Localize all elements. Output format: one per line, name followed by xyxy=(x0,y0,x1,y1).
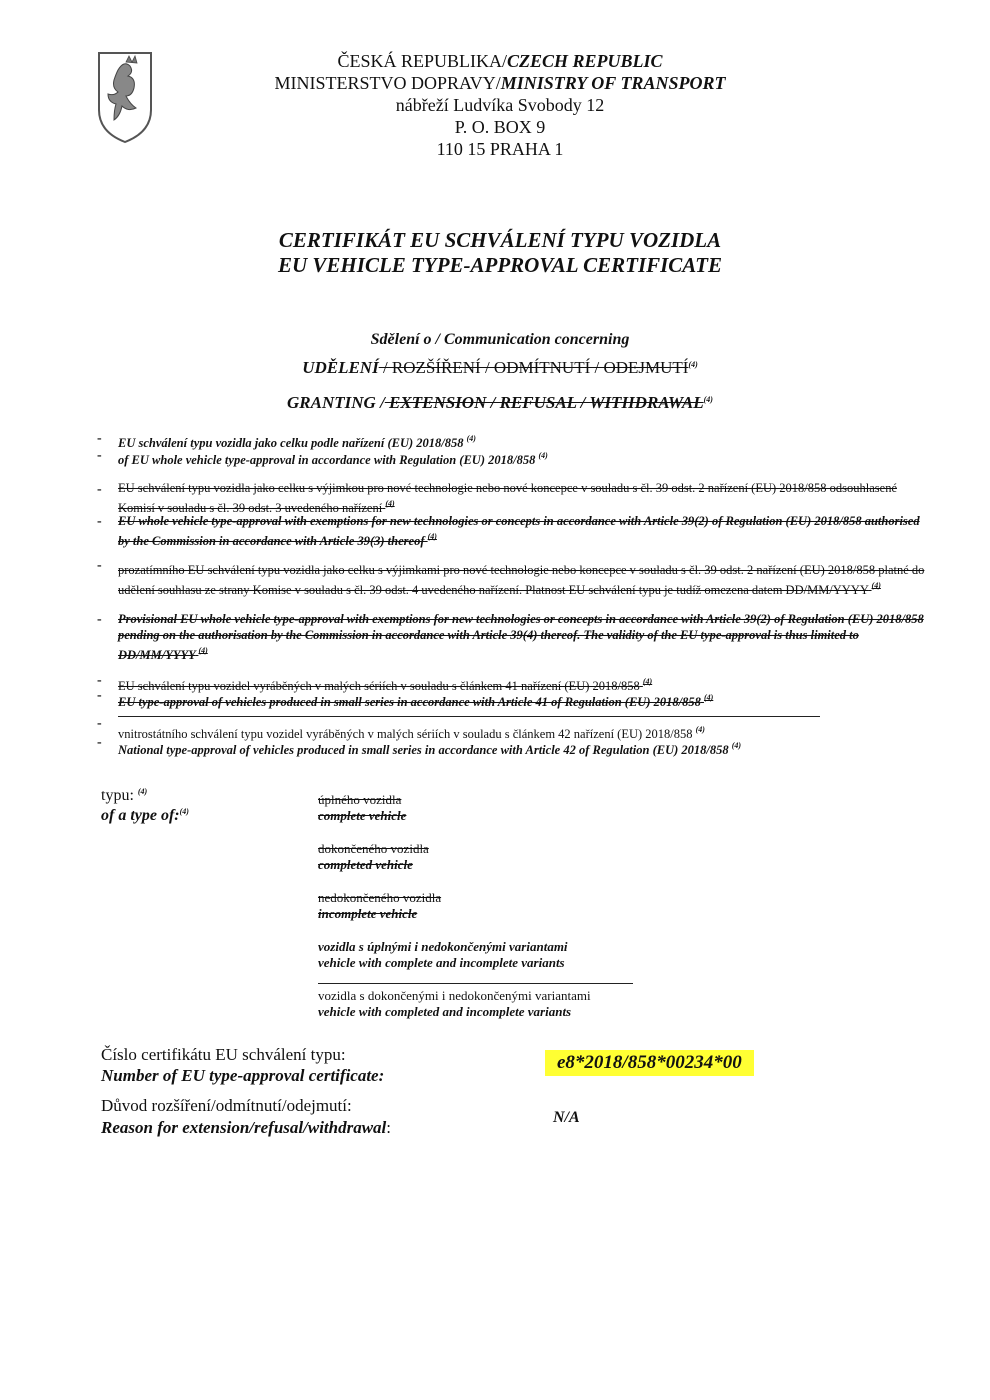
po-box: P. O. BOX 9 xyxy=(454,117,546,137)
ministry-line xyxy=(160,72,840,94)
option-cz: úplného vozidla xyxy=(318,792,402,807)
note-ref: (4) xyxy=(703,395,713,404)
option-cz: dokončeného vozidla xyxy=(318,841,429,856)
note-ref: (4) xyxy=(538,451,548,460)
vehicle-type-label-en xyxy=(101,807,189,825)
item-text: National type-approval of vehicles produced in small series in accordance with Article 42 of Regulation (EU) 2018/858 xyxy=(118,743,729,757)
country-en: CZECH REPUBLIC xyxy=(506,51,663,71)
vehicle-type-option xyxy=(318,939,658,971)
list-dash: - xyxy=(97,716,102,731)
approval-type-item xyxy=(118,690,933,710)
city-address: 110 15 PRAHA 1 xyxy=(436,139,564,159)
note-ref: (4) xyxy=(466,434,476,443)
option-en: incomplete vehicle xyxy=(318,906,418,921)
option-cz: vozidla s dokončenými i nedokončenými variantami xyxy=(318,988,591,1003)
note-ref: (4) xyxy=(137,787,148,796)
communication-options-cz xyxy=(160,358,840,378)
note-ref: (4) xyxy=(695,725,705,734)
vehicle-type-option xyxy=(318,792,658,824)
label-text: typu: xyxy=(101,787,134,804)
list-dash: - xyxy=(97,735,102,750)
approval-type-item xyxy=(118,513,933,549)
item-text: EU schválení typu vozidel vyráběných v malých sériích v souladu s článkem 41 nařízení (EU) 2018/858 xyxy=(118,679,640,693)
divider-line xyxy=(318,983,633,984)
vehicle-type-option xyxy=(318,890,658,922)
struck-options-en: EXTENSION / REFUSAL / WITHDRAWAL xyxy=(384,393,704,412)
option-cz: nedokončeného vozidla xyxy=(318,890,442,905)
divider-line xyxy=(118,716,820,717)
reason-label-cz: Důvod rozšíření/odmítnutí/odejmutí: xyxy=(101,1096,352,1115)
street-address: nábřeží Ludvíka Svobody 12 xyxy=(395,95,605,115)
list-dash: - xyxy=(97,431,102,446)
struck-options-cz: / ROZŠÍŘENÍ / ODMÍTNUTÍ / ODEJMUTÍ xyxy=(378,358,689,377)
certificate-title xyxy=(160,228,840,278)
note-ref: (4) xyxy=(179,807,189,816)
item-text: prozatímního EU schválení typu vozidla jako celku s výjimkami pro nové technologie nebo koncepce v souladu s čl. 39 odst. 2 nařízení (EU) 2018/858 platné do udělení souhlasu ze strany Komise v souladu s čl. 39 odst. 4 uvedeného nařízení. Platnost EU schválení typu je tudíž omezena datem DD/MM/YYYY xyxy=(118,563,925,597)
item-text: EU schválení typu vozidla jako celku s výjimkou pro nové technologie nebo nové koncepce v souladu s čl. 39 odst. 2 nařízení (EU) 2018/858 odsouhlasené Komisí v souladu s čl. 39 odst. 3 uvedeného nařízení xyxy=(118,481,897,515)
approval-type-item xyxy=(118,611,933,663)
list-dash: - xyxy=(97,482,102,497)
item-text: EU type-approval of vehicles produced in small series in accordance with Article 41 of Regulation (EU) 2018/858 xyxy=(118,695,701,709)
country-line xyxy=(160,50,840,72)
granted-cz: UDĚLENÍ xyxy=(302,358,379,377)
note-ref: (4) xyxy=(427,532,437,541)
country-cz: ČESKÁ REPUBLIKA/ xyxy=(337,51,507,71)
label-text: of a type of: xyxy=(101,807,180,824)
option-en: vehicle with completed and incomplete variants xyxy=(318,1004,572,1019)
note-ref: (4) xyxy=(385,499,395,508)
certificate-number-label-cz: Číslo certifikátu EU schválení typu: xyxy=(101,1045,346,1064)
option-en: complete vehicle xyxy=(318,808,407,823)
certificate-number-label-en: Number of EU type-approval certificate: xyxy=(101,1066,385,1085)
option-en: completed vehicle xyxy=(318,857,413,872)
approval-type-item xyxy=(118,738,933,758)
communication-options-en xyxy=(160,393,840,413)
certificate-number-value: e8*2018/858*00234*00 xyxy=(545,1050,754,1076)
reason-value: N/A xyxy=(553,1109,580,1126)
title-cz: CERTIFIKÁT EU SCHVÁLENÍ TYPU VOZIDLA xyxy=(278,228,722,252)
note-ref: (4) xyxy=(703,693,714,702)
list-dash: - xyxy=(97,612,102,627)
option-cz: vozidla s úplnými i nedokončenými variantami xyxy=(318,939,568,954)
list-dash: - xyxy=(97,558,102,573)
list-dash: - xyxy=(97,688,102,703)
item-text: Provisional EU whole vehicle type-approval with exemptions for new technologies or concepts in accordance with Article 39(2) of Regulation (EU) 2018/858 pending on the authorisation by the Commission in accordance with Article 39(4) thereof. The validity of the EU type-approval is thus limited to DD/MM/YYYY xyxy=(118,612,924,662)
ministry-header xyxy=(160,50,840,160)
czech-coat-of-arms xyxy=(96,50,154,144)
option-en: vehicle with complete and incomplete variants xyxy=(318,955,565,970)
ministry-cz: MINISTERSTVO DOPRAVY/ xyxy=(274,73,501,93)
vehicle-type-option xyxy=(318,841,658,873)
note-ref: (4) xyxy=(688,360,698,369)
reason-label-en xyxy=(101,1118,391,1138)
list-dash: - xyxy=(97,514,102,529)
item-text: of EU whole vehicle type-approval in accordance with Regulation (EU) 2018/858 xyxy=(118,453,536,467)
label-text: Reason for extension/refusal/withdrawal xyxy=(101,1118,387,1137)
note-ref: (4) xyxy=(731,741,742,750)
ministry-en: MINISTRY OF TRANSPORT xyxy=(500,73,726,93)
item-text: vnitrostátního schválení typu vozidel vyráběných v malých sériích v souladu s článkem 42 nařízení (EU) 2018/858 xyxy=(118,727,693,741)
vehicle-type-label-cz xyxy=(101,787,147,805)
vehicle-type-option xyxy=(318,988,658,1020)
note-ref: (4) xyxy=(871,581,881,590)
list-dash: - xyxy=(97,673,102,688)
item-text: EU schválení typu vozidla jako celku podle nařízení (EU) 2018/858 xyxy=(118,436,464,450)
label-colon: : xyxy=(386,1118,392,1137)
approval-type-item xyxy=(118,562,933,598)
communication-heading: Sdělení o / Communication concerning xyxy=(370,331,630,348)
note-ref: (4) xyxy=(642,677,653,686)
title-en: EU VEHICLE TYPE-APPROVAL CERTIFICATE xyxy=(278,253,722,277)
approval-type-item xyxy=(118,448,933,468)
note-ref: (4) xyxy=(198,646,208,655)
item-text: EU whole vehicle type-approval with exemptions for new technologies or concepts in accordance with Article 39(2) of Regulation (EU) 2018/858 authorised by the Commission in accordance with Article 39(3) thereof xyxy=(118,514,920,548)
granted-en: GRANTING / xyxy=(287,393,385,412)
approval-type-item xyxy=(118,480,933,516)
list-dash: - xyxy=(97,448,102,463)
